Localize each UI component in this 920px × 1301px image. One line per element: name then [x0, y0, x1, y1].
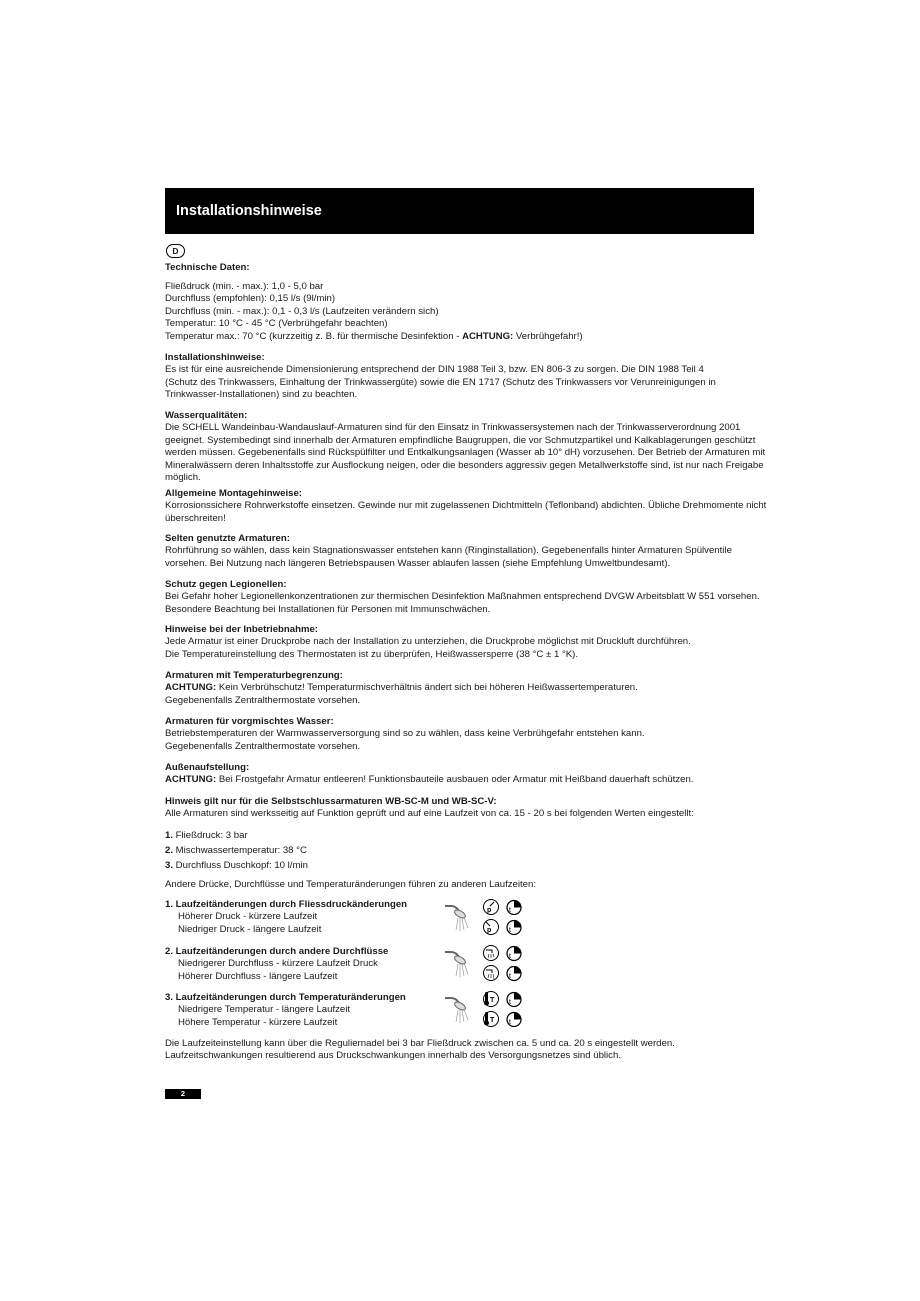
shower-head-icon	[444, 948, 470, 981]
text-line: Laufzeitschwankungen resultierend aus Druckschwankungen innerhalb des Versorgungsnetzes sind üblich.	[165, 1050, 621, 1062]
section-heading: 2. Laufzeitänderungen durch andere Durchflüsse	[165, 946, 389, 957]
text-line: ACHTUNG: Bei Frostgefahr Armatur entleeren! Funktionsbauteile ausbauen oder Armatur mit Heißband dauerhaft schützen.	[165, 774, 694, 786]
text-line: Die Laufzeiteinstellung kann über die Reguliernadel bei 3 bar Fließdruck zwischen ca. 5 und ca. 20 s eingestellt werden.	[165, 1038, 675, 1049]
page-number: 2	[165, 1089, 201, 1099]
timer-icon	[505, 918, 523, 939]
shower-head-icon	[444, 902, 470, 935]
timer-icon	[505, 964, 523, 985]
svg-text:t: t	[509, 999, 511, 1006]
section-heading: Armaturen mit Temperaturbegrenzung:	[165, 670, 343, 681]
emphasis: ACHTUNG:	[165, 682, 217, 694]
section-heading: Wasserqualitäten:	[165, 410, 248, 421]
text-line: vorsehen. Bei Nutzung nach längeren Betriebspausen Wasser ablaufen lassen (siehe Empfehlung Umweltbundesamt).	[165, 557, 671, 569]
thermometer-icon	[482, 990, 500, 1011]
text-line: Die SCHELL Wandeinbau-Wandauslauf-Armaturen sind für den Einsatz in Trinkwassersystemen nach der Trinkwasserverordnung 2001	[165, 422, 741, 434]
emphasis: 2.	[165, 845, 174, 856]
shower-head-icon	[444, 994, 470, 1027]
section-heading: Selten genutzte Armaturen:	[165, 533, 290, 544]
text-line: Bei Gefahr hoher Legionellenkonzentrationen zur thermischen Desinfektion Maßnahmen entsprechend DVGW Arbeitsblatt W 551 vorsehen.	[165, 591, 760, 603]
text-line: möglich.	[165, 472, 201, 483]
svg-text:t: t	[509, 1019, 511, 1026]
section-heading: 1. Laufzeitänderungen durch Fliessdruckänderungen	[165, 899, 408, 910]
text-line: Höherer Durchfluss - längere Laufzeit	[178, 970, 338, 982]
svg-text:p: p	[487, 927, 492, 934]
section-heading: Außenaufstellung:	[165, 762, 250, 773]
text-line: Alle Armaturen sind werksseitig auf Funktion geprüft und auf eine Laufzeit von ca. 15 - 20 s bei folgenden Werten eingestellt:	[165, 808, 694, 820]
svg-text:t: t	[509, 953, 511, 960]
text-line: geeignet. Systembedingt sind innerhalb der Armaturen empfindliche Baugruppen, die vor Schmutzpartikel und Kalkablagerungen geschützt	[165, 434, 756, 446]
text-line: Betriebstemperaturen der Warmwasserversorgung sind so zu wählen, dass keine Verbrühgefahr entstehen kann.	[165, 728, 645, 740]
text-line: ACHTUNG: Kein Verbrühschutz! Temperaturmischverhältnis ändert sich bei höheren Heißwassertemperaturen.	[165, 682, 638, 694]
text-line: Niedriger Druck - längere Laufzeit	[178, 923, 322, 935]
emphasis: ACHTUNG:	[462, 330, 514, 342]
text-line: Durchfluss (min. - max.): 0,1 - 0,3 l/s (Laufzeiten verändern sich)	[165, 305, 439, 317]
section-heading: Hinweis gilt nur für die Selbstschlussarmaturen WB-SC-M und WB-SC-V:	[165, 796, 497, 807]
section-heading: Schutz gegen Legionellen:	[165, 579, 287, 590]
text-line: werden müssen. Gegebenenfalls sind Rückspülfilter und Entkalkungsanlagen (Wasser ab 10° dH) vorzusehen. Der Betrieb der Armaturen mit	[165, 447, 766, 459]
svg-text:T: T	[490, 1017, 495, 1024]
language-badge: D	[166, 244, 185, 258]
pressure-gauge-icon	[482, 918, 500, 939]
text-line: Jede Armatur ist einer Druckprobe nach der Installation zu unterziehen, die Druckprobe möglichst mit Druckluft durchführen.	[165, 636, 691, 648]
text-line: Trinkwasser-Installationen) sind zu beachten.	[165, 389, 358, 401]
text-line: Durchfluss (empfohlen): 0,15 l/s (9l/min)	[165, 293, 336, 305]
page-title: Installationshinweise	[176, 203, 322, 219]
text-line: Mineralwässern deren Inhaltsstoffe zur Ausflockung neigen, oder die besonders aggressiv gegen Metallwerkstoffe sind, ist nur nach Freigabe	[165, 459, 764, 471]
svg-text:t: t	[509, 907, 511, 914]
emphasis: ACHTUNG:	[165, 774, 217, 786]
emphasis: 1.	[165, 830, 174, 841]
text-line: Gegebenenfalls Zentralthermostate vorsehen.	[165, 694, 361, 706]
section-heading: Technische Daten:	[165, 262, 250, 273]
section-heading: Installationshinweise:	[165, 352, 265, 363]
section-heading: Armaturen für vorgmischtes Wasser:	[165, 716, 334, 727]
timer-icon	[505, 1010, 523, 1031]
section-heading: Allgemeine Montagehinweise:	[165, 488, 303, 499]
section-heading: Hinweise bei der Inbetriebnahme:	[165, 624, 319, 635]
text-line: Niedrigere Temperatur - längere Laufzeit	[178, 1004, 351, 1016]
text-line: Temperatur: 10 °C - 45 °C (Verbrühgefahr beachten)	[165, 318, 388, 330]
svg-text:T: T	[490, 997, 495, 1004]
text-line: Andere Drücke, Durchflüsse und Temperaturänderungen führen zu anderen Laufzeiten:	[165, 879, 537, 890]
text-line: überschreiten!	[165, 512, 226, 524]
text-line: 2. Mischwassertemperatur: 38 °C	[165, 845, 307, 856]
text-line: Fließdruck (min. - max.): 1,0 - 5,0 bar	[165, 281, 324, 292]
timer-icon	[505, 990, 523, 1011]
text-line: Besondere Beachtung bei Installationen für Personen mit Immunschwächen.	[165, 603, 491, 615]
text-line: Niedrigerer Durchfluss - kürzere Laufzeit Druck	[178, 958, 378, 970]
text-line: Rohrführung so wählen, dass kein Stagnationswasser entstehen kann (Ringinstallation). Gegebenenfalls hinter Armaturen Spülventile	[165, 545, 732, 557]
text-line: Höherer Druck - kürzere Laufzeit	[178, 911, 318, 923]
text-line: Temperatur max.: 70 °C (kurzzeitig z. B. für thermische Desinfektion - ACHTUNG: Verbrühgefahr!)	[165, 330, 583, 342]
section-heading: 3. Laufzeitänderungen durch Temperaturänderungen	[165, 992, 406, 1003]
svg-text:t: t	[509, 927, 511, 934]
flow-icon	[482, 964, 500, 985]
pressure-gauge-icon	[482, 898, 500, 919]
text-line: Gegebenenfalls Zentralthermostate vorsehen.	[165, 740, 361, 752]
emphasis: 3.	[165, 860, 174, 871]
thermometer-icon	[482, 1010, 500, 1031]
text-line: 1. Fließdruck: 3 bar	[165, 830, 248, 841]
timer-icon	[505, 944, 523, 965]
text-line: Korrosionssichere Rohrwerkstoffe einsetzen. Gewinde nur mit zugelassenen Dichtmitteln (Teflonband) abdichten. Übliche Drehmomente nicht	[165, 500, 767, 512]
text-line: Die Temperatureinstellung des Thermostaten ist zu überprüfen, Heißwassersperre (38 °C ± 1 °K).	[165, 648, 579, 660]
timer-icon	[505, 898, 523, 919]
flow-icon	[482, 944, 500, 965]
text-line: (Schutz des Trinkwassers, Einhaltung der Trinkwassergüte) sowie die EN 1717 (Schutz des Trinkwassers vor Verunreinigungen in	[165, 376, 716, 388]
text-line: Es ist für eine ausreichende Dimensionierung entsprechend der DIN 1988 Teil 3, bzw. EN 806-3 zu sorgen. Die DIN 1988 Teil 4	[165, 364, 704, 376]
svg-text:p: p	[487, 907, 492, 914]
text-line: Höhere Temperatur - kürzere Laufzeit	[178, 1016, 338, 1028]
text-line: 3. Durchfluss Duschkopf: 10 l/min	[165, 860, 308, 871]
svg-text:t: t	[509, 973, 511, 980]
page-header-bar	[165, 188, 754, 234]
